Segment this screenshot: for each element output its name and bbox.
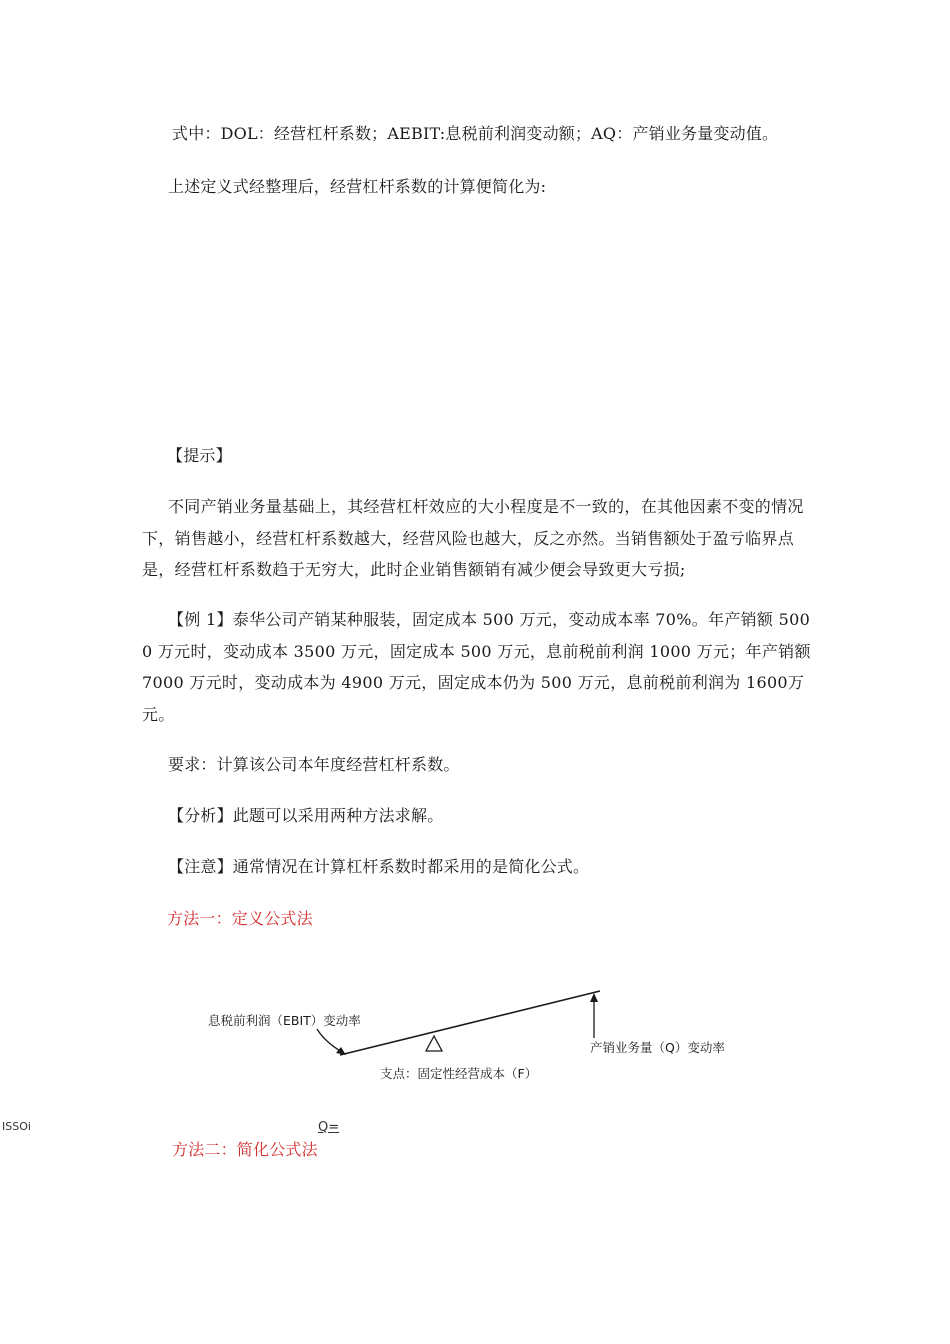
- hint-label: 【提示】: [167, 446, 232, 465]
- label-volume-rate: 产销业务量（Q）变动率: [590, 1040, 725, 1055]
- method-one-heading: 方法一：定义公式法: [167, 909, 313, 928]
- label-ebit-rate: 息税前利润（EBIT）变动率: [208, 1013, 361, 1028]
- formula-note: 式中：DOL：经营杠杆系数；AEBIT:息税前利润变动额；AQ：产销业务量变动值。: [172, 124, 779, 143]
- leverage-diagram: [200, 980, 760, 1085]
- simplified-intro: 上述定义式经整理后，经营杠杆系数的计算便简化为:: [168, 177, 547, 196]
- label-fulcrum: 支点：固定性经营成本（F）: [380, 1066, 538, 1081]
- formula-q-fragment: Q=: [318, 1120, 340, 1135]
- hint-body: 不同产销业务量基础上，其经营杠杆效应的大小程度是不一致的，在其他因素不变的情况下，销售越小，经营杠杆系数越大，经营风险也越大，反之亦然。当销售额处于盈亏临界点是，经营杠杆系数趋于无穷大，此时企业销售额销有减少便会导致更大亏损;: [142, 497, 804, 579]
- method-two-heading: 方法二：简化公式法: [172, 1140, 318, 1159]
- example-body: 【例 1】泰华公司产销某种服装，固定成本 500 万元，变动成本率 70%。年产销额 5000 万元时，变动成本 3500 万元，固定成本 500 万元，息前税前利润 1000 万元；年产销额 7000 万元时，变动成本为 4900 万元，固定成本仍为 500 万元，息前税前利润为 1600万元。: [142, 610, 811, 724]
- requirement: 要求：计算该公司本年度经营杠杆系数。: [168, 755, 460, 774]
- note: 【注意】通常情况在计算杠杆系数时都采用的是简化公式。: [168, 857, 590, 876]
- ebit-pointer-arrow: [317, 1029, 342, 1052]
- ebit-arrowhead: [336, 1047, 346, 1055]
- volume-arrowhead: [590, 993, 598, 1002]
- lever-beam: [340, 991, 600, 1055]
- analysis: 【分析】此题可以采用两种方法求解。: [168, 806, 444, 825]
- fulcrum-triangle: [426, 1036, 442, 1051]
- left-edge-fragment: ISSOi: [2, 1120, 31, 1133]
